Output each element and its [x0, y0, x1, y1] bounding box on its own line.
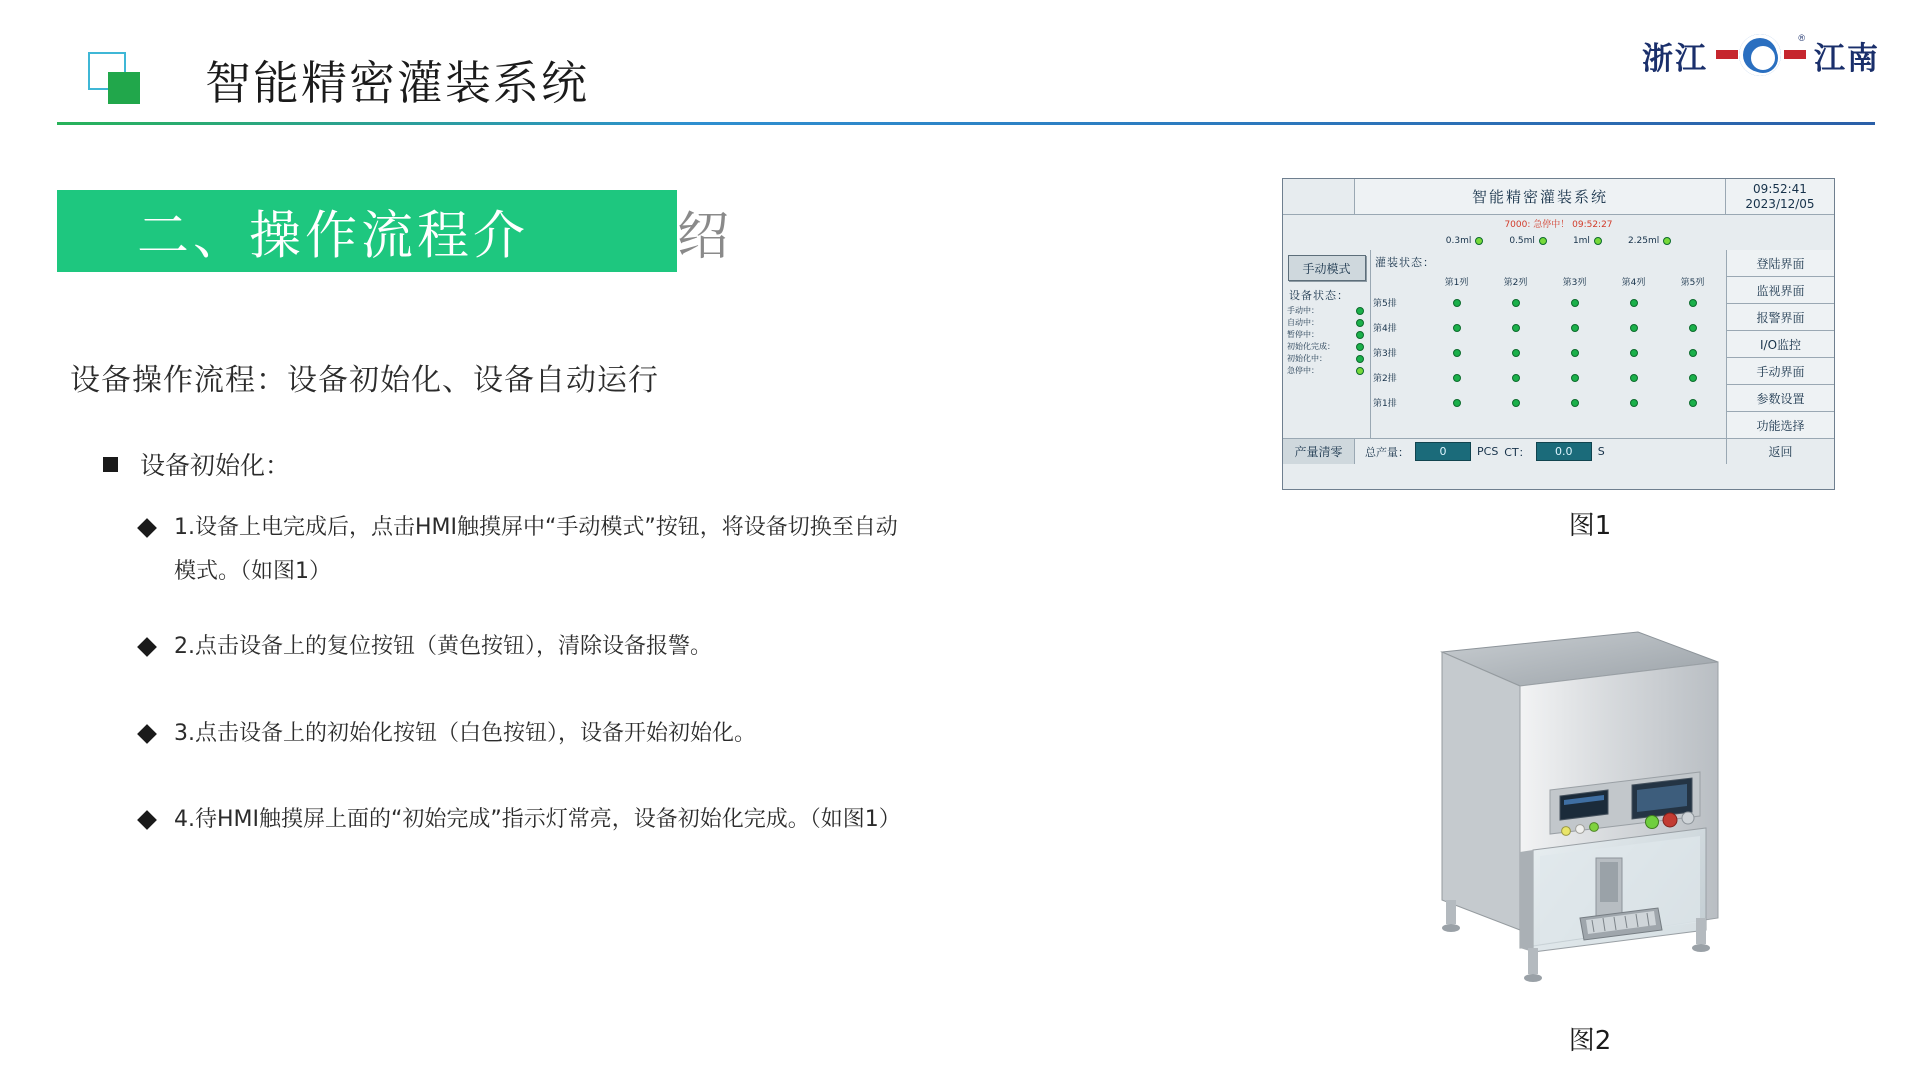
hmi-volume-indicators: [1283, 232, 1834, 250]
hmi-body: [1283, 250, 1834, 438]
hmi-total-value: 0: [1415, 442, 1471, 461]
machine-photo: [1400, 600, 1750, 1000]
led-icon: [1453, 324, 1461, 332]
hmi-status-row: [1287, 306, 1366, 315]
hmi-column-header: 第1列: [1444, 277, 1469, 288]
led-icon: [1571, 299, 1579, 307]
hmi-cell: [1663, 399, 1722, 407]
hmi-status-label: 暂停中：: [1287, 330, 1319, 339]
hmi-status-label: 自动中：: [1287, 318, 1319, 327]
table-row: [1373, 290, 1722, 315]
led-icon: [1512, 374, 1520, 382]
led-icon: [1689, 399, 1697, 407]
hmi-row-header: 第2排: [1373, 374, 1397, 384]
hmi-status-panel: [1283, 250, 1371, 438]
list-item-text: 3.点击设备上的初始化按钮（白色按钮），设备开始初始化。: [174, 721, 756, 746]
led-icon: [1512, 324, 1520, 332]
led-icon: [1571, 349, 1579, 357]
led-icon: [1356, 343, 1364, 351]
led-icon: [1453, 299, 1461, 307]
hmi-datetime: [1726, 179, 1834, 214]
list-item: [140, 798, 901, 842]
hmi-status-label: 初始化中：: [1287, 354, 1327, 363]
company-name-right: 江南: [1814, 40, 1880, 77]
hmi-menu-params[interactable]: 参数设置: [1727, 385, 1834, 412]
hmi-alarm-text: 7000: 急停中！ 09:52:27: [1504, 220, 1613, 230]
led-icon: [1356, 367, 1364, 375]
hmi-titlebar-spacer: [1283, 179, 1355, 214]
led-icon: [1571, 374, 1579, 382]
hmi-titlebar: [1283, 179, 1834, 215]
list-item-text: 4.待HMI触摸屏上面的“初始完成”指示灯常亮，设备初始化完成。（如图1）: [174, 807, 901, 832]
square-bullet-icon: [103, 457, 118, 472]
hmi-cell: [1545, 324, 1604, 332]
hmi-statusbar: [1283, 438, 1834, 464]
gear-dash-left: [1716, 50, 1738, 59]
hmi-column-header: 第5列: [1680, 277, 1705, 288]
led-icon: [1689, 324, 1697, 332]
hmi-screen: [1282, 178, 1835, 490]
hmi-ct-value: 0.0: [1536, 442, 1592, 461]
hmi-status-label: 初始化完成：: [1287, 342, 1335, 351]
diamond-bullet-icon: [137, 518, 157, 538]
lead-paragraph: 设备操作流程：设备初始化、设备自动运行: [70, 363, 659, 398]
led-icon: [1689, 349, 1697, 357]
hmi-volume-item: [1509, 236, 1547, 246]
hmi-menu-login[interactable]: 登陆界面: [1727, 250, 1834, 277]
hmi-cell: [1427, 324, 1486, 332]
hmi-volume-label: 2.25ml: [1627, 236, 1660, 246]
led-icon: [1453, 399, 1461, 407]
hmi-cell: [1486, 324, 1545, 332]
list-item-text: 1.设备上电完成后，点击HMI触摸屏中“手动模式”按钮，将设备切换至自动模式。（如图1）: [174, 515, 898, 584]
led-icon: [1475, 237, 1483, 245]
hmi-fill-grid: [1371, 250, 1726, 438]
logo-filled-square: [108, 72, 140, 104]
led-icon: [1571, 399, 1579, 407]
led-icon: [1630, 324, 1638, 332]
list-item: [140, 712, 756, 756]
hmi-time: 09:52:41: [1753, 181, 1807, 196]
hmi-cell: [1663, 299, 1722, 307]
hmi-volume-item: [1573, 236, 1602, 246]
section-banner-text: 二、操作流程介: [137, 206, 530, 267]
table-row: [1373, 365, 1722, 390]
hmi-device-state-label: 设备状态：: [1289, 289, 1349, 302]
company-name-left: 浙江: [1642, 40, 1708, 77]
hmi-total-label: 总产量：: [1365, 445, 1409, 459]
hmi-column-header: 第2列: [1503, 277, 1528, 288]
hmi-date: 2023/12/05: [1745, 196, 1815, 211]
list-item: [140, 625, 712, 669]
hmi-menu-manual[interactable]: 手动界面: [1727, 358, 1834, 385]
hmi-menu-alarm[interactable]: 报警界面: [1727, 304, 1834, 331]
registered-mark: ®: [1798, 33, 1805, 43]
led-icon: [1356, 355, 1364, 363]
hmi-cell: [1545, 374, 1604, 382]
table-row: [1373, 390, 1722, 415]
hmi-cell: [1486, 374, 1545, 382]
led-icon: [1356, 307, 1364, 315]
hmi-volume-item: [1628, 236, 1671, 246]
hmi-cell: [1427, 349, 1486, 357]
hmi-cell: [1427, 374, 1486, 382]
hmi-alarm-bar: [1283, 215, 1834, 232]
hmi-cell: [1604, 324, 1663, 332]
hmi-column-header: 第4列: [1621, 277, 1646, 288]
hmi-menu-io[interactable]: I/O监控: [1727, 331, 1834, 358]
hmi-menu-function[interactable]: 功能选择: [1727, 412, 1834, 438]
hmi-mode-button[interactable]: 手动模式: [1288, 255, 1366, 281]
led-icon: [1512, 399, 1520, 407]
table-row: [1373, 315, 1722, 340]
figure2-caption: 图2: [1568, 1026, 1612, 1056]
hmi-cell: [1427, 299, 1486, 307]
machine-illustration: [1400, 600, 1750, 1000]
hmi-output-info: [1355, 439, 1726, 464]
hmi-volume-item: [1446, 236, 1484, 246]
hmi-ct-unit: S: [1597, 445, 1605, 458]
figure1-caption: 图1: [1568, 511, 1612, 541]
hmi-row-header: 第4排: [1373, 324, 1397, 334]
hmi-row-header: 第3排: [1373, 349, 1397, 359]
hmi-cell: [1663, 374, 1722, 382]
list-item: [140, 506, 914, 594]
led-icon: [1571, 324, 1579, 332]
table-row: [1373, 340, 1722, 365]
list-item-level1: [103, 446, 290, 482]
hmi-menu: [1726, 250, 1834, 438]
diamond-bullet-icon: [137, 724, 157, 744]
hmi-status-row: [1287, 318, 1366, 327]
hmi-column-header: 第3列: [1562, 277, 1587, 288]
list-item-level1-label: 设备初始化：: [140, 451, 291, 480]
hmi-cell: [1604, 299, 1663, 307]
hmi-cell: [1604, 349, 1663, 357]
hmi-status-row: [1287, 366, 1366, 375]
hmi-ct-label: CT：: [1504, 445, 1530, 459]
hmi-cell: [1486, 399, 1545, 407]
hmi-fill-state-label: 灌装状态：: [1375, 256, 1435, 269]
led-icon: [1539, 237, 1547, 245]
hmi-status-row: [1287, 330, 1366, 339]
hmi-status-row: [1287, 342, 1366, 351]
hmi-volume-label: 0.5ml: [1509, 236, 1535, 246]
led-icon: [1630, 374, 1638, 382]
hmi-cell: [1486, 349, 1545, 357]
led-icon: [1689, 299, 1697, 307]
hmi-cell: [1427, 399, 1486, 407]
led-icon: [1630, 299, 1638, 307]
hmi-cell: [1486, 299, 1545, 307]
hmi-cell: [1545, 299, 1604, 307]
hmi-status-label: 手动中：: [1287, 306, 1319, 315]
hmi-cell: [1545, 349, 1604, 357]
led-icon: [1453, 374, 1461, 382]
hmi-cell: [1663, 324, 1722, 332]
led-icon: [1356, 331, 1364, 339]
section-banner-overflow-text: 绍: [677, 206, 734, 267]
hmi-clear-output-button[interactable]: 产量清零: [1283, 439, 1355, 464]
hmi-row-header: 第1排: [1373, 399, 1397, 409]
gear-icon: [1718, 32, 1804, 78]
section-banner: [57, 190, 677, 272]
hmi-title: 智能精密灌装系统: [1355, 179, 1726, 214]
led-icon: [1453, 349, 1461, 357]
hmi-row-header: 第5排: [1373, 299, 1397, 309]
hmi-cell: [1604, 374, 1663, 382]
hmi-cell: [1663, 349, 1722, 357]
hmi-status-label: 急停中：: [1287, 366, 1319, 375]
gear-dash-right: [1784, 50, 1806, 59]
hmi-volume-label: 1ml: [1572, 236, 1590, 246]
hmi-volume-label: 0.3ml: [1445, 236, 1472, 246]
hmi-status-row: [1287, 354, 1366, 363]
logo-icon: [88, 52, 140, 104]
hmi-menu-monitor[interactable]: 监视界面: [1727, 277, 1834, 304]
diamond-bullet-icon: [137, 810, 157, 830]
header-divider: [57, 122, 1875, 125]
led-icon: [1663, 237, 1671, 245]
hmi-total-unit: PCS: [1477, 445, 1499, 458]
hmi-cell: [1604, 399, 1663, 407]
diamond-bullet-icon: [137, 637, 157, 657]
page-title: 智能精密灌装系统: [205, 56, 589, 110]
company-logo: [1642, 24, 1880, 86]
hmi-back-button[interactable]: 返回: [1726, 439, 1834, 464]
led-icon: [1356, 319, 1364, 327]
led-icon: [1689, 374, 1697, 382]
led-icon: [1512, 299, 1520, 307]
led-icon: [1630, 349, 1638, 357]
led-icon: [1630, 399, 1638, 407]
hmi-grid-header: [1373, 272, 1722, 290]
gear-circle: [1739, 34, 1781, 76]
list-item-text: 2.点击设备上的复位按钮（黄色按钮），清除设备报警。: [174, 634, 712, 659]
hmi-cell: [1545, 399, 1604, 407]
led-icon: [1512, 349, 1520, 357]
led-icon: [1594, 237, 1602, 245]
